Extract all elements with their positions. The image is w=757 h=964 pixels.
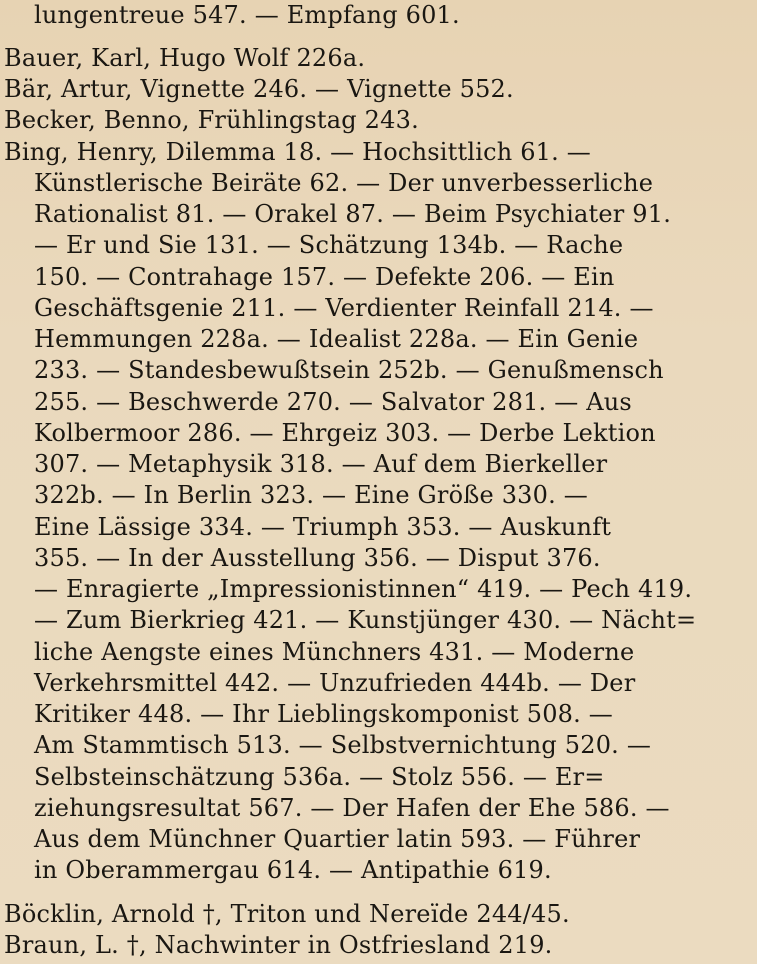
index-line: — Zum Bierkrieg 421. — Kunstjünger 430. — Nächt= <box>34 606 697 634</box>
index-line: Kolbermoor 286. — Ehrgeiz 303. — Derbe Lektion <box>34 419 656 447</box>
index-line: Künstlerische Beiräte 62. — Der unverbesserliche <box>34 169 654 197</box>
index-line: 233. — Standesbewußtsein 252b. — Genußmensch <box>34 356 664 384</box>
index-line: Selbsteinschätzung 536a. — Stolz 556. — Er= <box>34 763 605 791</box>
index-line: Kritiker 448. — Ihr Lieblingskomponist 508. — <box>34 700 613 728</box>
index-line: 255. — Beschwerde 270. — Salvator 281. — Aus <box>34 388 632 416</box>
index-entry-bauer: Bauer, Karl, Hugo Wolf 226a. <box>4 44 366 72</box>
index-line: Rationalist 81. — Orakel 87. — Beim Psychiater 91. <box>34 200 672 228</box>
index-line: Verkehrsmittel 442. — Unzufrieden 444b. — Der <box>34 669 636 697</box>
index-line: 150. — Contrahage 157. — Defekte 206. — Ein <box>34 263 615 291</box>
index-line: in Oberammergau 614. — Antipathie 619. <box>34 856 552 884</box>
index-line: liche Aengste eines Münchners 431. — Moderne <box>34 638 635 666</box>
index-line: Hemmungen 228a. — Idealist 228a. — Ein Genie <box>34 325 639 353</box>
index-line: — Er und Sie 131. — Schätzung 134b. — Rache <box>34 231 624 259</box>
index-entry-baer: Bär, Artur, Vignette 246. — Vignette 552. <box>4 75 514 103</box>
index-line: ziehungsresultat 567. — Der Hafen der Ehe 586. — <box>34 794 670 822</box>
index-entry-boecklin: Böcklin, Arnold †, Triton und Nereïde 244/45. <box>4 900 570 928</box>
index-entry-becker: Becker, Benno, Frühlingstag 243. <box>4 106 419 134</box>
index-line: Am Stammtisch 513. — Selbstvernichtung 520. — <box>34 731 652 759</box>
index-line: 322b. — In Berlin 323. — Eine Größe 330. — <box>34 481 588 509</box>
index-line: 355. — In der Ausstellung 356. — Disput 376. <box>34 544 601 572</box>
index-line: 307. — Metaphysik 318. — Auf dem Bierkeller <box>34 450 608 478</box>
index-entry-braun: Braun, L. †, Nachwinter in Ostfriesland 219. <box>4 931 553 959</box>
index-line: — Enragierte „Impressionistinnen“ 419. — Pech 419. <box>34 575 693 603</box>
index-line: Aus dem Münchner Quartier latin 593. — Führer <box>34 825 641 853</box>
index-line: Geschäftsgenie 211. — Verdienter Reinfall 214. — <box>34 294 654 322</box>
index-line: Eine Lässige 334. — Triumph 353. — Auskunft <box>34 513 612 541</box>
index-entry-bing: Bing, Henry, Dilemma 18. — Hochsittlich 61. — <box>4 138 591 166</box>
index-line: lungentreue 547. — Empfang 601. <box>34 1 460 29</box>
